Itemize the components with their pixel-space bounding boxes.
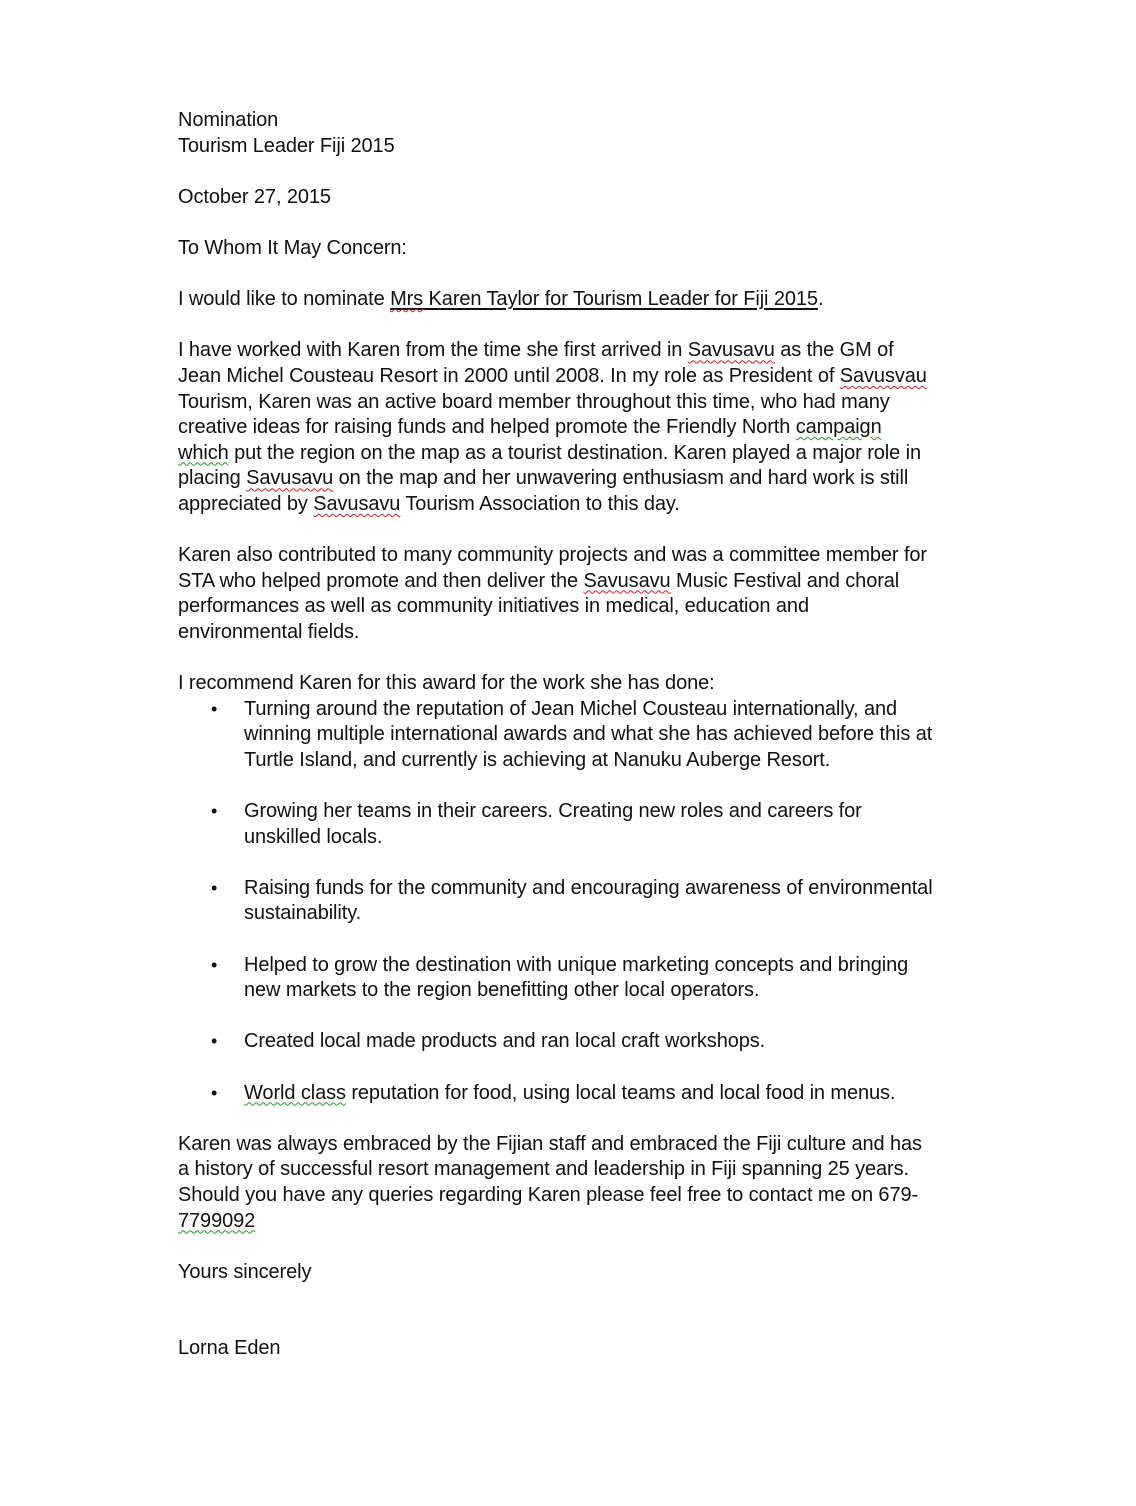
bullet-icon: •	[211, 801, 218, 822]
paragraph-history	[178, 338, 1038, 517]
closing-line: a history of successful resort management and leadership in Fiji spanning 25 years.	[178, 1158, 909, 1181]
p1-line	[178, 441, 1038, 467]
bullet-text: Turning around the reputation of Jean Michel Cousteau internationally, and	[244, 697, 898, 720]
text: on the map and her unwavering enthusiasm and hard work is still	[333, 467, 909, 490]
letter-date: October 27, 2015	[178, 185, 331, 208]
closing-line: Should you have any queries regarding Karen please feel free to contact me on 679-	[178, 1183, 919, 1206]
bullet-text: Growing her teams in their careers. Creating new roles and careers for	[244, 800, 862, 823]
list-item	[178, 953, 1038, 1004]
nomination-suffix: .	[817, 288, 824, 311]
bullet-text: new markets to the region benefitting other local operators.	[244, 979, 760, 1002]
closing-line	[178, 1209, 1038, 1235]
p1-line	[178, 466, 1038, 492]
letter-header	[178, 108, 1038, 159]
bullet-text: Helped to grow the destination with unique marketing concepts and bringing	[244, 953, 909, 976]
header-line-1: Nomination	[178, 109, 279, 131]
text: Jean Michel Cousteau Resort in 2000 until 2008. In my role as President of	[178, 364, 840, 387]
recommend-intro: I recommend Karen for this award for the work she has done:	[178, 672, 715, 695]
p1-line	[178, 364, 1038, 390]
bullet-text: winning multiple international awards and what she has achieved before this at	[244, 723, 933, 746]
spelling-flag: Savusavu	[246, 467, 334, 490]
grammar-flag: campaign	[795, 416, 882, 439]
nomination-prefix: I would like to nominate	[178, 288, 391, 311]
text: creative ideas for raising funds and helped promote the Friendly North	[178, 416, 796, 439]
list-item	[178, 799, 1038, 850]
nomination-statement	[178, 287, 1038, 313]
text: I have worked with Karen from the time she first arrived in	[178, 339, 688, 362]
paragraph-closing	[178, 1132, 1038, 1234]
spelling-flag: Savusavu	[687, 339, 775, 362]
text: placing	[178, 467, 247, 490]
letter-page	[178, 108, 1038, 1362]
text: reputation for food, using local teams and local food in menus.	[345, 1081, 896, 1104]
text: appreciated by	[178, 492, 314, 515]
spelling-flag: Savusavu	[313, 492, 401, 515]
bullet-icon: •	[211, 698, 218, 719]
bullet-text: sustainability.	[244, 902, 362, 925]
text: Tourism Association to this day.	[400, 492, 680, 515]
spelling-flag: Mrs	[390, 288, 424, 311]
list-item	[178, 1081, 1038, 1107]
signature-name: Lorna Eden	[178, 1337, 281, 1360]
grammar-flag: which	[178, 441, 229, 464]
p2-line: Karen also contributed to many community projects and was a committee member for	[178, 544, 927, 567]
list-item	[178, 876, 1038, 927]
phone-number: 7799092	[178, 1209, 256, 1232]
bullet-icon: •	[211, 1031, 218, 1052]
achievements-list	[178, 697, 1038, 1107]
p1-line: Tourism, Karen was an active board member throughout this time, who had many	[178, 390, 890, 413]
signoff: Yours sincerely	[178, 1260, 312, 1283]
bullet-text: unskilled locals.	[244, 825, 383, 848]
spelling-flag: Savusavu	[583, 569, 671, 592]
p2-line: environmental fields.	[178, 620, 360, 643]
bullet-text: Created local made products and ran local craft workshops.	[244, 1030, 766, 1053]
salutation: To Whom It May Concern:	[178, 236, 407, 259]
list-item	[178, 1029, 1038, 1055]
text: put the region on the map as a tourist destination. Karen played a major role in	[228, 441, 921, 464]
p1-line	[178, 415, 1038, 441]
bullet-icon: •	[211, 1082, 218, 1103]
list-item	[178, 697, 1038, 774]
nominee-underlined	[390, 288, 818, 310]
p1-line	[178, 492, 1038, 518]
paragraph-community	[178, 543, 1038, 645]
p2-line: performances as well as community initiatives in medical, education and	[178, 595, 809, 618]
text: Music Festival and choral	[670, 569, 900, 592]
text: as the GM of	[774, 339, 894, 362]
spelling-flag: Savusvau	[839, 364, 927, 387]
nominee-text: Karen Taylor for Tourism Leader for Fiji 2015	[423, 288, 818, 311]
text: STA who helped promote and then deliver the	[178, 569, 584, 592]
bullet-text	[244, 1081, 1038, 1107]
header-line-2: Tourism Leader Fiji 2015	[178, 134, 395, 157]
bullet-text: Turtle Island, and currently is achieving at Nanuku Auberge Resort.	[244, 748, 831, 771]
p1-line	[178, 338, 1038, 364]
bullet-icon: •	[211, 954, 218, 975]
bullet-text: Raising funds for the community and encouraging awareness of environmental	[244, 876, 933, 899]
p2-line	[178, 569, 1038, 595]
bullet-icon: •	[211, 877, 218, 898]
closing-line: Karen was always embraced by the Fijian staff and embraced the Fiji culture and has	[178, 1132, 922, 1155]
grammar-flag: World class	[244, 1081, 346, 1104]
